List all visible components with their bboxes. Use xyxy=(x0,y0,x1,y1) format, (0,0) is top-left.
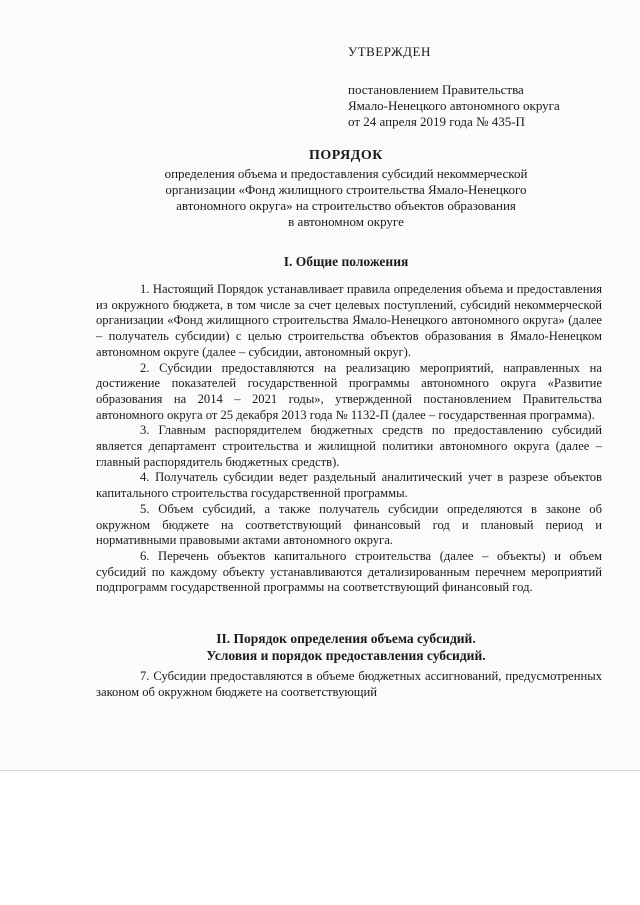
section-2-body xyxy=(96,669,602,700)
section-2-heading xyxy=(96,630,596,664)
paragraph-1: 1. Настоящий Порядок устанавливает правила определения объема и предоставления из окружного бюджета, в том числе за счет целевых поступлений, субсидий некоммерческой организации «Фонд жилищного строительства Ямало-Ненецкого автономного округа» (далее – получатель субсидии) с целью строительства объектов образования в Ямало-Ненецком автономном округе (далее – субсидии, автономный округ). xyxy=(96,282,602,359)
section-1-body xyxy=(96,282,602,596)
section-1-heading: I. Общие положения xyxy=(283,254,409,269)
section-2-heading-line-2: Условия и порядок предоставления субсидий. xyxy=(206,648,486,663)
approval-line-1: постановлением Правительства xyxy=(348,82,524,97)
document-subtitle xyxy=(96,166,596,230)
subtitle-line-4: в автономном округе xyxy=(288,214,404,229)
approval-line-2: Ямало-Ненецкого автономного округа xyxy=(348,98,560,113)
paragraph-7: 7. Субсидии предоставляются в объеме бюджетных ассигнований, предусмотренных законом об окружном бюджете на соответствующий xyxy=(96,669,602,699)
document-title: ПОРЯДОК xyxy=(309,148,383,163)
paragraph-3: 3. Главным распорядителем бюджетных средств по предоставлению субсидий является департамент строительства и жилищной политики автономного округа (далее – главный распорядитель бюджетных средств). xyxy=(96,423,602,469)
subtitle-line-2: организации «Фонд жилищного строительства Ямало-Ненецкого xyxy=(165,182,527,197)
paragraph-5: 5. Объем субсидий, а также получатель субсидии определяются в законе об окружном бюджете на соответствующий финансовый год и плановый период и нормативными правовыми актами автономного округа. xyxy=(96,501,602,548)
approval-block xyxy=(348,44,608,130)
approval-line-3: от 24 апреля 2019 года № 435-П xyxy=(348,114,525,129)
subtitle-line-1: определения объема и предоставления субсидий некоммерческой xyxy=(164,166,528,181)
paragraph-4: 4. Получатель субсидии ведет раздельный аналитический учет в разрезе объектов капитального строительства государственной программы. xyxy=(96,470,602,501)
section-2-heading-line-1: II. Порядок определения объема субсидий. xyxy=(216,631,476,646)
paragraph-2: 2. Субсидии предоставляются на реализацию мероприятий, направленных на достижение показателей государственной программы автономного округа «Развитие образования на 2014 – 2021 годы», утвержденной постановлением Правительства автономного округа от 25 декабря 2013 года № 1132-П (далее – государственная программа). xyxy=(96,360,602,422)
approval-heading: УТВЕРЖДЕН xyxy=(348,44,431,59)
subtitle-line-3: автономного округа» на строительство объектов образования xyxy=(176,198,516,213)
paragraph-6: 6. Перечень объектов капитального строительства (далее – объекты) и объем субсидий по каждому объекту устанавливаются детализированным перечнем мероприятий подпрограмм государственной программы на соответствующий финансовый год. xyxy=(96,548,602,595)
